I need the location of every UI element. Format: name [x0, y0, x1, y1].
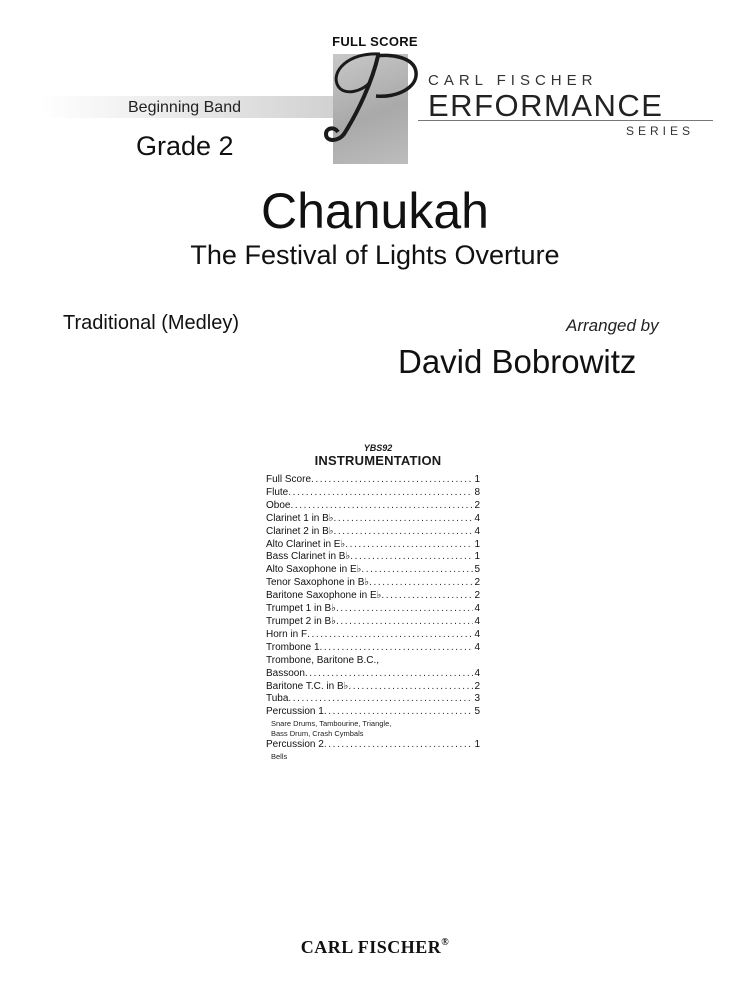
- list-item: Baritone Saxophone in E♭ ..... 2: [266, 590, 480, 603]
- list-item: Trombone 1 ..... 4: [266, 642, 480, 655]
- piece-title: Chanukah: [261, 183, 489, 239]
- list-item: Clarinet 2 in B♭ ..... 4: [266, 526, 480, 539]
- percussion-1-note: Bass Drum, Crash Cymbals: [271, 729, 364, 739]
- piece-subtitle: The Festival of Lights Overture: [190, 240, 560, 270]
- catalog-code: YBS92: [363, 443, 393, 453]
- logo-carl-fischer-text: CARL FISCHER: [428, 72, 598, 89]
- publisher-name: CARL FISCHER: [300, 937, 442, 957]
- list-item: Bass Clarinet in B♭ ..... 1: [266, 551, 480, 564]
- list-item: Flute ..... 8: [266, 487, 480, 500]
- arranger-name: David Bobrowitz: [398, 343, 637, 380]
- list-item: Trumpet 2 in B♭ ..... 4: [266, 616, 480, 629]
- list-item: Alto Saxophone in E♭ ..... 5: [266, 564, 480, 577]
- instrumentation-heading: INSTRUMENTATION: [314, 453, 442, 468]
- list-item: Tuba ..... 3: [266, 693, 480, 706]
- full-score-label: FULL SCORE: [332, 34, 418, 49]
- level-label: Beginning Band: [128, 99, 241, 116]
- grade-label: Grade 2: [136, 131, 234, 161]
- list-item: Trumpet 1 in B♭ ..... 4: [266, 603, 480, 616]
- list-item: Oboe ..... 2: [266, 500, 480, 513]
- instrumentation-list: [266, 443, 480, 762]
- publisher-logo: [0, 937, 750, 958]
- list-item: Percussion 1 ..... 5: [266, 706, 480, 719]
- list-item: Alto Clarinet in E♭ ..... 1: [266, 539, 480, 552]
- list-item: Clarinet 1 in B♭ ..... 4: [266, 513, 480, 526]
- list-item: Baritone T.C. in B♭ ..... 2: [266, 681, 480, 694]
- logo-performance-text: ERFORMANCE: [428, 88, 664, 123]
- list-item: Horn in F ..... 4: [266, 629, 480, 642]
- list-item: Tenor Saxophone in B♭ ..... 2: [266, 577, 480, 590]
- list-item: Trombone, Baritone B.C.,: [266, 654, 380, 666]
- composer-credit: Traditional (Medley): [63, 312, 239, 334]
- percussion-2-note: Bells: [271, 752, 288, 762]
- percussion-1-note: Snare Drums, Tambourine, Triangle,: [271, 719, 392, 729]
- arranged-by-label: Arranged by: [566, 316, 659, 335]
- logo-series-text: SERIES: [626, 124, 695, 138]
- registered-mark: ®: [441, 937, 450, 948]
- list-item: Percussion 2 ..... 1: [266, 739, 480, 752]
- list-item: Bassoon ..... 4: [266, 668, 480, 681]
- list-item: Full Score ..... 1: [266, 474, 480, 487]
- performance-p-logo-icon: [318, 42, 428, 152]
